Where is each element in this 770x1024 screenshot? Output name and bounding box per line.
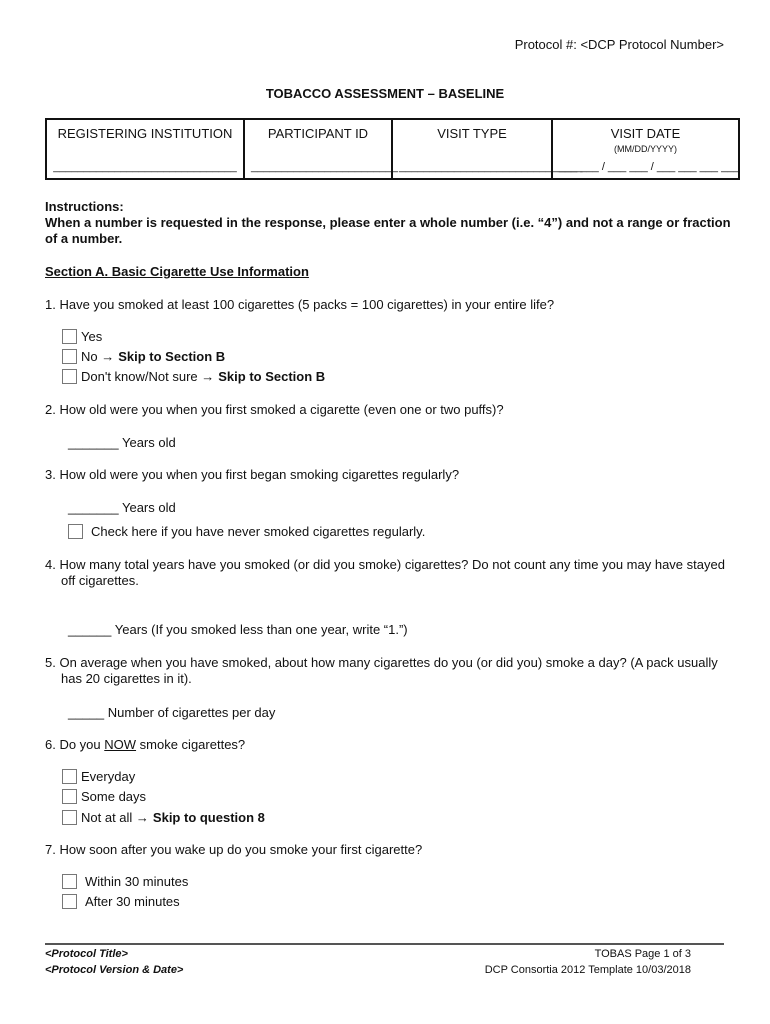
registering-institution-blank[interactable]: ______________________________	[53, 161, 237, 173]
skip-instruction: Skip to question 8	[152, 810, 265, 825]
q6-option-everyday[interactable]	[62, 769, 135, 784]
question-6	[45, 737, 245, 752]
participant-id-cell[interactable]	[244, 119, 398, 179]
checkbox[interactable]	[62, 769, 77, 784]
checkbox[interactable]	[62, 874, 77, 889]
registering-institution-label: REGISTERING INSTITUTION	[57, 126, 233, 141]
q1-option-dont-know[interactable]	[62, 369, 325, 384]
option-label: Some days	[81, 789, 147, 804]
instructions-heading: Instructions:	[45, 199, 124, 214]
option-label: Don't know/Not sure →	[81, 369, 215, 384]
question-1: 1. Have you smoked at least 100 cigarettes (5 packs = 100 cigarettes) in your entire life?	[45, 297, 555, 312]
option-label: After 30 minutes	[85, 894, 180, 909]
visit-date-blank[interactable]: ___ ___ / ___ ___ / ___ ___ ___ ___	[559, 161, 740, 173]
section-a-heading: Section A. Basic Cigarette Use Information	[45, 264, 309, 279]
option-label: Not at all →	[81, 810, 149, 825]
skip-instruction: Skip to Section B	[218, 369, 326, 384]
option-label: No →	[81, 349, 115, 364]
option-label: Everyday	[81, 769, 136, 784]
checkbox[interactable]	[62, 369, 77, 384]
visit-date-cell[interactable]	[552, 119, 739, 179]
q2-answer-blank[interactable]: _______ Years old	[68, 435, 176, 450]
q1-option-yes[interactable]	[62, 329, 102, 344]
checkbox[interactable]	[62, 349, 77, 364]
visit-type-blank[interactable]: ______________________________	[399, 161, 583, 173]
option-label: Within 30 minutes	[85, 874, 189, 889]
question-2: 2. How old were you when you first smoked a cigarette (even one or two puffs)?	[45, 402, 504, 417]
footer-page-number: TOBAS Page 1 of 3	[594, 948, 691, 960]
q5-answer-blank[interactable]: _____ Number of cigarettes per day	[68, 705, 276, 720]
page-title: TOBACCO ASSESSMENT – BASELINE	[265, 86, 505, 101]
q4-answer-blank[interactable]: ______ Years (If you smoked less than one year, write “1.”)	[68, 622, 408, 637]
question-5-text: 5. On average when you have smoked, about how many cigarettes do you (or did you) smoke a day? (A pack usually has 20 cigarettes in it).	[45, 655, 718, 686]
checkbox[interactable]	[62, 789, 77, 804]
q6-option-some-days[interactable]	[62, 789, 146, 804]
footer-template: DCP Consortia 2012 Template 10/03/2018	[484, 964, 691, 976]
question-4-text: 4. How many total years have you smoked (or did you smoke) cigarettes? Do not count any time you may have stayed off cigarettes.	[45, 557, 725, 588]
visit-info-table	[45, 118, 740, 180]
visit-date-format: (MM/DD/YYYY)	[614, 144, 677, 154]
option-label: Check here if you have never smoked cigarettes regularly.	[91, 524, 426, 539]
question-6-now: NOW	[104, 737, 137, 752]
question-5	[45, 655, 735, 687]
skip-instruction: Skip to Section B	[118, 349, 226, 364]
option-label: Yes	[81, 329, 103, 344]
q3-never-regular-option[interactable]	[68, 524, 425, 539]
participant-id-blank[interactable]: ________________________	[251, 161, 398, 173]
q1-option-no[interactable]	[62, 349, 225, 364]
registering-institution-cell[interactable]	[46, 119, 244, 179]
footer-protocol-version: <Protocol Version & Date>	[45, 964, 184, 976]
question-7: 7. How soon after you wake up do you smoke your first cigarette?	[45, 842, 423, 857]
q7-option-within-30[interactable]	[62, 874, 188, 889]
footer-divider	[45, 943, 724, 945]
checkbox[interactable]	[62, 810, 77, 825]
question-3: 3. How old were you when you first began smoking cigarettes regularly?	[45, 467, 460, 482]
visit-date-label: VISIT DATE	[610, 126, 681, 141]
checkbox[interactable]	[62, 894, 77, 909]
checkbox[interactable]	[62, 329, 77, 344]
instructions-text: When a number is requested in the response, please enter a whole number (i.e. “4”) and not a range or fraction of a number.	[45, 215, 731, 246]
question-6-post: smoke cigarettes?	[136, 737, 246, 752]
q6-option-not-at-all[interactable]	[62, 810, 265, 825]
footer-protocol-title: <Protocol Title>	[45, 948, 128, 960]
q3-answer-blank[interactable]: _______ Years old	[68, 500, 176, 515]
checkbox[interactable]	[68, 524, 83, 539]
question-4	[45, 557, 735, 589]
visit-type-cell[interactable]	[392, 119, 583, 179]
participant-id-label: PARTICIPANT ID	[267, 126, 369, 141]
question-6-pre: 6. Do you	[45, 737, 105, 752]
q7-option-after-30[interactable]	[62, 894, 180, 909]
protocol-number: Protocol #: <DCP Protocol Number>	[514, 37, 724, 52]
visit-type-label: VISIT TYPE	[437, 126, 507, 141]
